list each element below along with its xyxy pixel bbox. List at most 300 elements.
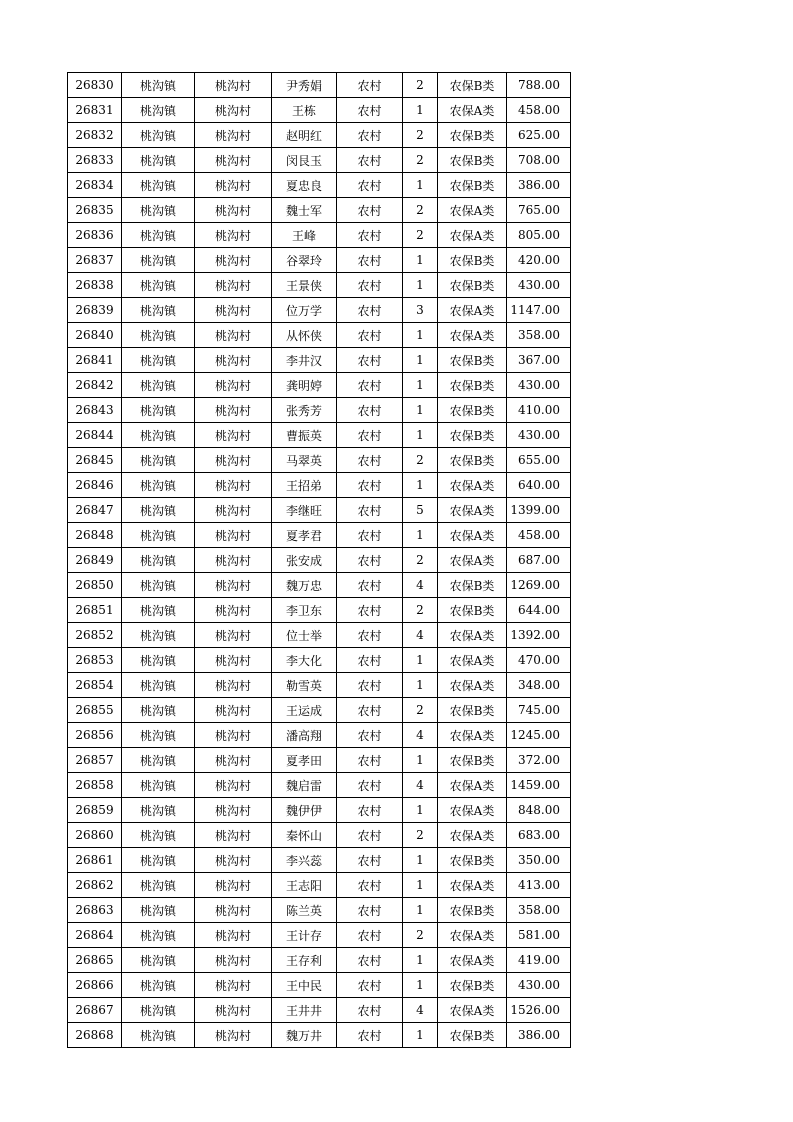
record-id-cell: 26863 <box>68 898 122 923</box>
area-type-cell: 农村 <box>337 973 403 998</box>
village-cell: 桃沟村 <box>195 848 272 873</box>
town-cell: 桃沟镇 <box>122 423 195 448</box>
town-cell: 桃沟镇 <box>122 498 195 523</box>
amount-cell: 708.00 <box>507 148 571 173</box>
table-row <box>68 1023 571 1048</box>
town-cell: 桃沟镇 <box>122 598 195 623</box>
village-cell: 桃沟村 <box>195 673 272 698</box>
town-cell: 桃沟镇 <box>122 448 195 473</box>
town-cell: 桃沟镇 <box>122 323 195 348</box>
insurance-class-cell: 农保B类 <box>438 898 507 923</box>
village-cell: 桃沟村 <box>195 98 272 123</box>
town-cell: 桃沟镇 <box>122 398 195 423</box>
village-cell: 桃沟村 <box>195 198 272 223</box>
town-cell: 桃沟镇 <box>122 1023 195 1048</box>
area-type-cell: 农村 <box>337 723 403 748</box>
village-cell: 桃沟村 <box>195 73 272 98</box>
table-row <box>68 548 571 573</box>
household-count-cell: 4 <box>403 573 438 598</box>
area-type-cell: 农村 <box>337 748 403 773</box>
person-name-cell: 赵明红 <box>272 123 337 148</box>
area-type-cell: 农村 <box>337 473 403 498</box>
record-id-cell: 26859 <box>68 798 122 823</box>
record-id-cell: 26842 <box>68 373 122 398</box>
village-cell: 桃沟村 <box>195 898 272 923</box>
insurance-class-cell: 农保B类 <box>438 698 507 723</box>
area-type-cell: 农村 <box>337 848 403 873</box>
household-count-cell: 1 <box>403 423 438 448</box>
household-count-cell: 1 <box>403 848 438 873</box>
table-row <box>68 623 571 648</box>
record-id-cell: 26845 <box>68 448 122 473</box>
table-row <box>68 448 571 473</box>
person-name-cell: 王峰 <box>272 223 337 248</box>
area-type-cell: 农村 <box>337 673 403 698</box>
amount-cell: 372.00 <box>507 748 571 773</box>
amount-cell: 430.00 <box>507 373 571 398</box>
household-count-cell: 2 <box>403 73 438 98</box>
area-type-cell: 农村 <box>337 898 403 923</box>
area-type-cell: 农村 <box>337 698 403 723</box>
table-row <box>68 148 571 173</box>
person-name-cell: 李卫东 <box>272 598 337 623</box>
person-name-cell: 王计存 <box>272 923 337 948</box>
amount-cell: 1269.00 <box>507 573 571 598</box>
village-cell: 桃沟村 <box>195 948 272 973</box>
insurance-class-cell: 农保A类 <box>438 498 507 523</box>
village-cell: 桃沟村 <box>195 573 272 598</box>
person-name-cell: 李大化 <box>272 648 337 673</box>
record-id-cell: 26864 <box>68 923 122 948</box>
record-id-cell: 26837 <box>68 248 122 273</box>
household-count-cell: 1 <box>403 98 438 123</box>
person-name-cell: 李继旺 <box>272 498 337 523</box>
household-count-cell: 1 <box>403 648 438 673</box>
insurance-class-cell: 农保B类 <box>438 448 507 473</box>
amount-cell: 367.00 <box>507 348 571 373</box>
person-name-cell: 魏万井 <box>272 1023 337 1048</box>
record-id-cell: 26830 <box>68 73 122 98</box>
household-count-cell: 2 <box>403 123 438 148</box>
table-row <box>68 123 571 148</box>
town-cell: 桃沟镇 <box>122 248 195 273</box>
record-id-cell: 26839 <box>68 298 122 323</box>
insurance-class-cell: 农保A类 <box>438 723 507 748</box>
insurance-class-cell: 农保B类 <box>438 423 507 448</box>
village-cell: 桃沟村 <box>195 348 272 373</box>
household-count-cell: 1 <box>403 323 438 348</box>
record-id-cell: 26853 <box>68 648 122 673</box>
insurance-class-cell: 农保B类 <box>438 848 507 873</box>
insurance-class-cell: 农保B类 <box>438 123 507 148</box>
household-count-cell: 5 <box>403 498 438 523</box>
person-name-cell: 夏忠良 <box>272 173 337 198</box>
record-id-cell: 26838 <box>68 273 122 298</box>
table-row <box>68 973 571 998</box>
area-type-cell: 农村 <box>337 523 403 548</box>
person-name-cell: 龚明婷 <box>272 373 337 398</box>
village-cell: 桃沟村 <box>195 973 272 998</box>
area-type-cell: 农村 <box>337 873 403 898</box>
amount-cell: 765.00 <box>507 198 571 223</box>
table-row <box>68 648 571 673</box>
table-row <box>68 848 571 873</box>
record-id-cell: 26844 <box>68 423 122 448</box>
person-name-cell: 从怀侠 <box>272 323 337 348</box>
person-name-cell: 王志阳 <box>272 873 337 898</box>
area-type-cell: 农村 <box>337 573 403 598</box>
insurance-class-cell: 农保B类 <box>438 573 507 598</box>
household-count-cell: 2 <box>403 223 438 248</box>
insurance-class-cell: 农保B类 <box>438 398 507 423</box>
household-count-cell: 2 <box>403 148 438 173</box>
table-row <box>68 98 571 123</box>
area-type-cell: 农村 <box>337 648 403 673</box>
insurance-class-cell: 农保A类 <box>438 948 507 973</box>
amount-cell: 848.00 <box>507 798 571 823</box>
person-name-cell: 王中民 <box>272 973 337 998</box>
record-id-cell: 26865 <box>68 948 122 973</box>
insurance-class-cell: 农保B类 <box>438 973 507 998</box>
area-type-cell: 农村 <box>337 148 403 173</box>
household-count-cell: 1 <box>403 798 438 823</box>
amount-cell: 581.00 <box>507 923 571 948</box>
table-row <box>68 773 571 798</box>
town-cell: 桃沟镇 <box>122 98 195 123</box>
amount-cell: 410.00 <box>507 398 571 423</box>
area-type-cell: 农村 <box>337 598 403 623</box>
person-name-cell: 王井井 <box>272 998 337 1023</box>
amount-cell: 687.00 <box>507 548 571 573</box>
record-id-cell: 26843 <box>68 398 122 423</box>
record-id-cell: 26836 <box>68 223 122 248</box>
town-cell: 桃沟镇 <box>122 273 195 298</box>
table-row <box>68 498 571 523</box>
person-name-cell: 夏孝田 <box>272 748 337 773</box>
amount-cell: 419.00 <box>507 948 571 973</box>
insurance-class-cell: 农保A类 <box>438 773 507 798</box>
town-cell: 桃沟镇 <box>122 148 195 173</box>
record-id-cell: 26848 <box>68 523 122 548</box>
amount-cell: 386.00 <box>507 173 571 198</box>
record-id-cell: 26856 <box>68 723 122 748</box>
household-count-cell: 2 <box>403 698 438 723</box>
area-type-cell: 农村 <box>337 173 403 198</box>
town-cell: 桃沟镇 <box>122 698 195 723</box>
person-name-cell: 陈兰英 <box>272 898 337 923</box>
village-cell: 桃沟村 <box>195 623 272 648</box>
household-count-cell: 1 <box>403 348 438 373</box>
town-cell: 桃沟镇 <box>122 373 195 398</box>
record-id-cell: 26854 <box>68 673 122 698</box>
household-count-cell: 1 <box>403 973 438 998</box>
amount-cell: 430.00 <box>507 423 571 448</box>
insurance-class-cell: 农保A类 <box>438 198 507 223</box>
village-cell: 桃沟村 <box>195 723 272 748</box>
household-count-cell: 1 <box>403 473 438 498</box>
table-row <box>68 798 571 823</box>
town-cell: 桃沟镇 <box>122 348 195 373</box>
household-count-cell: 2 <box>403 598 438 623</box>
table-row <box>68 523 571 548</box>
record-id-cell: 26832 <box>68 123 122 148</box>
insurance-class-cell: 农保A类 <box>438 873 507 898</box>
town-cell: 桃沟镇 <box>122 548 195 573</box>
table-row <box>68 198 571 223</box>
records-table-body <box>68 73 571 1048</box>
village-cell: 桃沟村 <box>195 148 272 173</box>
insurance-class-cell: 农保B类 <box>438 348 507 373</box>
person-name-cell: 王招弟 <box>272 473 337 498</box>
area-type-cell: 农村 <box>337 923 403 948</box>
area-type-cell: 农村 <box>337 73 403 98</box>
table-row <box>68 223 571 248</box>
village-cell: 桃沟村 <box>195 548 272 573</box>
person-name-cell: 位万学 <box>272 298 337 323</box>
household-count-cell: 1 <box>403 748 438 773</box>
record-id-cell: 26846 <box>68 473 122 498</box>
amount-cell: 745.00 <box>507 698 571 723</box>
table-row <box>68 373 571 398</box>
table-row <box>68 423 571 448</box>
household-count-cell: 1 <box>403 873 438 898</box>
area-type-cell: 农村 <box>337 373 403 398</box>
town-cell: 桃沟镇 <box>122 773 195 798</box>
table-row <box>68 298 571 323</box>
person-name-cell: 张秀芳 <box>272 398 337 423</box>
area-type-cell: 农村 <box>337 273 403 298</box>
table-row <box>68 473 571 498</box>
village-cell: 桃沟村 <box>195 373 272 398</box>
village-cell: 桃沟村 <box>195 423 272 448</box>
town-cell: 桃沟镇 <box>122 873 195 898</box>
record-id-cell: 26851 <box>68 598 122 623</box>
person-name-cell: 闵艮玉 <box>272 148 337 173</box>
record-id-cell: 26867 <box>68 998 122 1023</box>
household-count-cell: 1 <box>403 273 438 298</box>
town-cell: 桃沟镇 <box>122 973 195 998</box>
person-name-cell: 魏伊伊 <box>272 798 337 823</box>
table-row <box>68 73 571 98</box>
person-name-cell: 勒雪英 <box>272 673 337 698</box>
area-type-cell: 农村 <box>337 248 403 273</box>
table-row <box>68 748 571 773</box>
area-type-cell: 农村 <box>337 298 403 323</box>
amount-cell: 788.00 <box>507 73 571 98</box>
amount-cell: 1147.00 <box>507 298 571 323</box>
village-cell: 桃沟村 <box>195 123 272 148</box>
insurance-class-cell: 农保A类 <box>438 523 507 548</box>
village-cell: 桃沟村 <box>195 923 272 948</box>
record-id-cell: 26847 <box>68 498 122 523</box>
household-count-cell: 1 <box>403 1023 438 1048</box>
person-name-cell: 位士举 <box>272 623 337 648</box>
village-cell: 桃沟村 <box>195 823 272 848</box>
person-name-cell: 王运成 <box>272 698 337 723</box>
town-cell: 桃沟镇 <box>122 898 195 923</box>
insurance-class-cell: 农保A类 <box>438 798 507 823</box>
town-cell: 桃沟镇 <box>122 73 195 98</box>
town-cell: 桃沟镇 <box>122 948 195 973</box>
area-type-cell: 农村 <box>337 398 403 423</box>
village-cell: 桃沟村 <box>195 998 272 1023</box>
person-name-cell: 马翠英 <box>272 448 337 473</box>
household-count-cell: 4 <box>403 998 438 1023</box>
village-cell: 桃沟村 <box>195 748 272 773</box>
table-row <box>68 273 571 298</box>
village-cell: 桃沟村 <box>195 648 272 673</box>
amount-cell: 458.00 <box>507 98 571 123</box>
person-name-cell: 谷翠玲 <box>272 248 337 273</box>
town-cell: 桃沟镇 <box>122 673 195 698</box>
amount-cell: 430.00 <box>507 273 571 298</box>
table-row <box>68 673 571 698</box>
table-row <box>68 948 571 973</box>
household-count-cell: 1 <box>403 173 438 198</box>
insurance-class-cell: 农保B类 <box>438 248 507 273</box>
amount-cell: 348.00 <box>507 673 571 698</box>
table-row <box>68 573 571 598</box>
town-cell: 桃沟镇 <box>122 573 195 598</box>
town-cell: 桃沟镇 <box>122 223 195 248</box>
household-count-cell: 1 <box>403 398 438 423</box>
table-row <box>68 873 571 898</box>
area-type-cell: 农村 <box>337 123 403 148</box>
amount-cell: 350.00 <box>507 848 571 873</box>
household-count-cell: 4 <box>403 723 438 748</box>
record-id-cell: 26831 <box>68 98 122 123</box>
insurance-class-cell: 农保A类 <box>438 673 507 698</box>
insurance-class-cell: 农保B类 <box>438 73 507 98</box>
amount-cell: 386.00 <box>507 1023 571 1048</box>
household-count-cell: 2 <box>403 198 438 223</box>
person-name-cell: 王栋 <box>272 98 337 123</box>
table-row <box>68 173 571 198</box>
amount-cell: 470.00 <box>507 648 571 673</box>
person-name-cell: 王存利 <box>272 948 337 973</box>
record-id-cell: 26861 <box>68 848 122 873</box>
table-row <box>68 698 571 723</box>
amount-cell: 458.00 <box>507 523 571 548</box>
amount-cell: 358.00 <box>507 898 571 923</box>
town-cell: 桃沟镇 <box>122 823 195 848</box>
person-name-cell: 王景侠 <box>272 273 337 298</box>
area-type-cell: 农村 <box>337 948 403 973</box>
household-count-cell: 1 <box>403 948 438 973</box>
amount-cell: 683.00 <box>507 823 571 848</box>
household-count-cell: 2 <box>403 548 438 573</box>
area-type-cell: 农村 <box>337 1023 403 1048</box>
household-count-cell: 3 <box>403 298 438 323</box>
table-row <box>68 398 571 423</box>
record-id-cell: 26841 <box>68 348 122 373</box>
insurance-class-cell: 农保B类 <box>438 373 507 398</box>
record-id-cell: 26833 <box>68 148 122 173</box>
town-cell: 桃沟镇 <box>122 998 195 1023</box>
amount-cell: 625.00 <box>507 123 571 148</box>
village-cell: 桃沟村 <box>195 398 272 423</box>
town-cell: 桃沟镇 <box>122 123 195 148</box>
village-cell: 桃沟村 <box>195 248 272 273</box>
household-count-cell: 2 <box>403 923 438 948</box>
record-id-cell: 26849 <box>68 548 122 573</box>
town-cell: 桃沟镇 <box>122 473 195 498</box>
amount-cell: 413.00 <box>507 873 571 898</box>
record-id-cell: 26834 <box>68 173 122 198</box>
insurance-class-cell: 农保A类 <box>438 823 507 848</box>
person-name-cell: 张安成 <box>272 548 337 573</box>
area-type-cell: 农村 <box>337 998 403 1023</box>
insurance-class-cell: 农保A类 <box>438 923 507 948</box>
table-row <box>68 323 571 348</box>
household-count-cell: 1 <box>403 248 438 273</box>
household-count-cell: 1 <box>403 373 438 398</box>
amount-cell: 430.00 <box>507 973 571 998</box>
insurance-class-cell: 农保A类 <box>438 98 507 123</box>
table-row <box>68 823 571 848</box>
table-row <box>68 998 571 1023</box>
household-count-cell: 4 <box>403 623 438 648</box>
table-row <box>68 598 571 623</box>
village-cell: 桃沟村 <box>195 223 272 248</box>
person-name-cell: 李井汉 <box>272 348 337 373</box>
insurance-class-cell: 农保B类 <box>438 1023 507 1048</box>
record-id-cell: 26866 <box>68 973 122 998</box>
village-cell: 桃沟村 <box>195 523 272 548</box>
household-count-cell: 1 <box>403 673 438 698</box>
record-id-cell: 26850 <box>68 573 122 598</box>
village-cell: 桃沟村 <box>195 798 272 823</box>
person-name-cell: 潘高翔 <box>272 723 337 748</box>
area-type-cell: 农村 <box>337 98 403 123</box>
town-cell: 桃沟镇 <box>122 648 195 673</box>
record-id-cell: 26840 <box>68 323 122 348</box>
record-id-cell: 26858 <box>68 773 122 798</box>
insurance-class-cell: 农保B类 <box>438 748 507 773</box>
town-cell: 桃沟镇 <box>122 173 195 198</box>
area-type-cell: 农村 <box>337 623 403 648</box>
insurance-class-cell: 农保A类 <box>438 548 507 573</box>
insurance-class-cell: 农保A类 <box>438 623 507 648</box>
amount-cell: 655.00 <box>507 448 571 473</box>
record-id-cell: 26855 <box>68 698 122 723</box>
town-cell: 桃沟镇 <box>122 723 195 748</box>
insurance-class-cell: 农保A类 <box>438 648 507 673</box>
insurance-class-cell: 农保B类 <box>438 598 507 623</box>
records-table <box>67 72 571 1048</box>
amount-cell: 1392.00 <box>507 623 571 648</box>
area-type-cell: 农村 <box>337 223 403 248</box>
insurance-class-cell: 农保A类 <box>438 998 507 1023</box>
record-id-cell: 26857 <box>68 748 122 773</box>
village-cell: 桃沟村 <box>195 273 272 298</box>
insurance-class-cell: 农保A类 <box>438 298 507 323</box>
area-type-cell: 农村 <box>337 798 403 823</box>
person-name-cell: 魏启雷 <box>272 773 337 798</box>
area-type-cell: 农村 <box>337 773 403 798</box>
person-name-cell: 魏士军 <box>272 198 337 223</box>
village-cell: 桃沟村 <box>195 448 272 473</box>
record-id-cell: 26835 <box>68 198 122 223</box>
town-cell: 桃沟镇 <box>122 923 195 948</box>
village-cell: 桃沟村 <box>195 473 272 498</box>
insurance-class-cell: 农保B类 <box>438 273 507 298</box>
person-name-cell: 李兴蕊 <box>272 848 337 873</box>
record-id-cell: 26860 <box>68 823 122 848</box>
town-cell: 桃沟镇 <box>122 748 195 773</box>
household-count-cell: 2 <box>403 448 438 473</box>
person-name-cell: 夏孝君 <box>272 523 337 548</box>
